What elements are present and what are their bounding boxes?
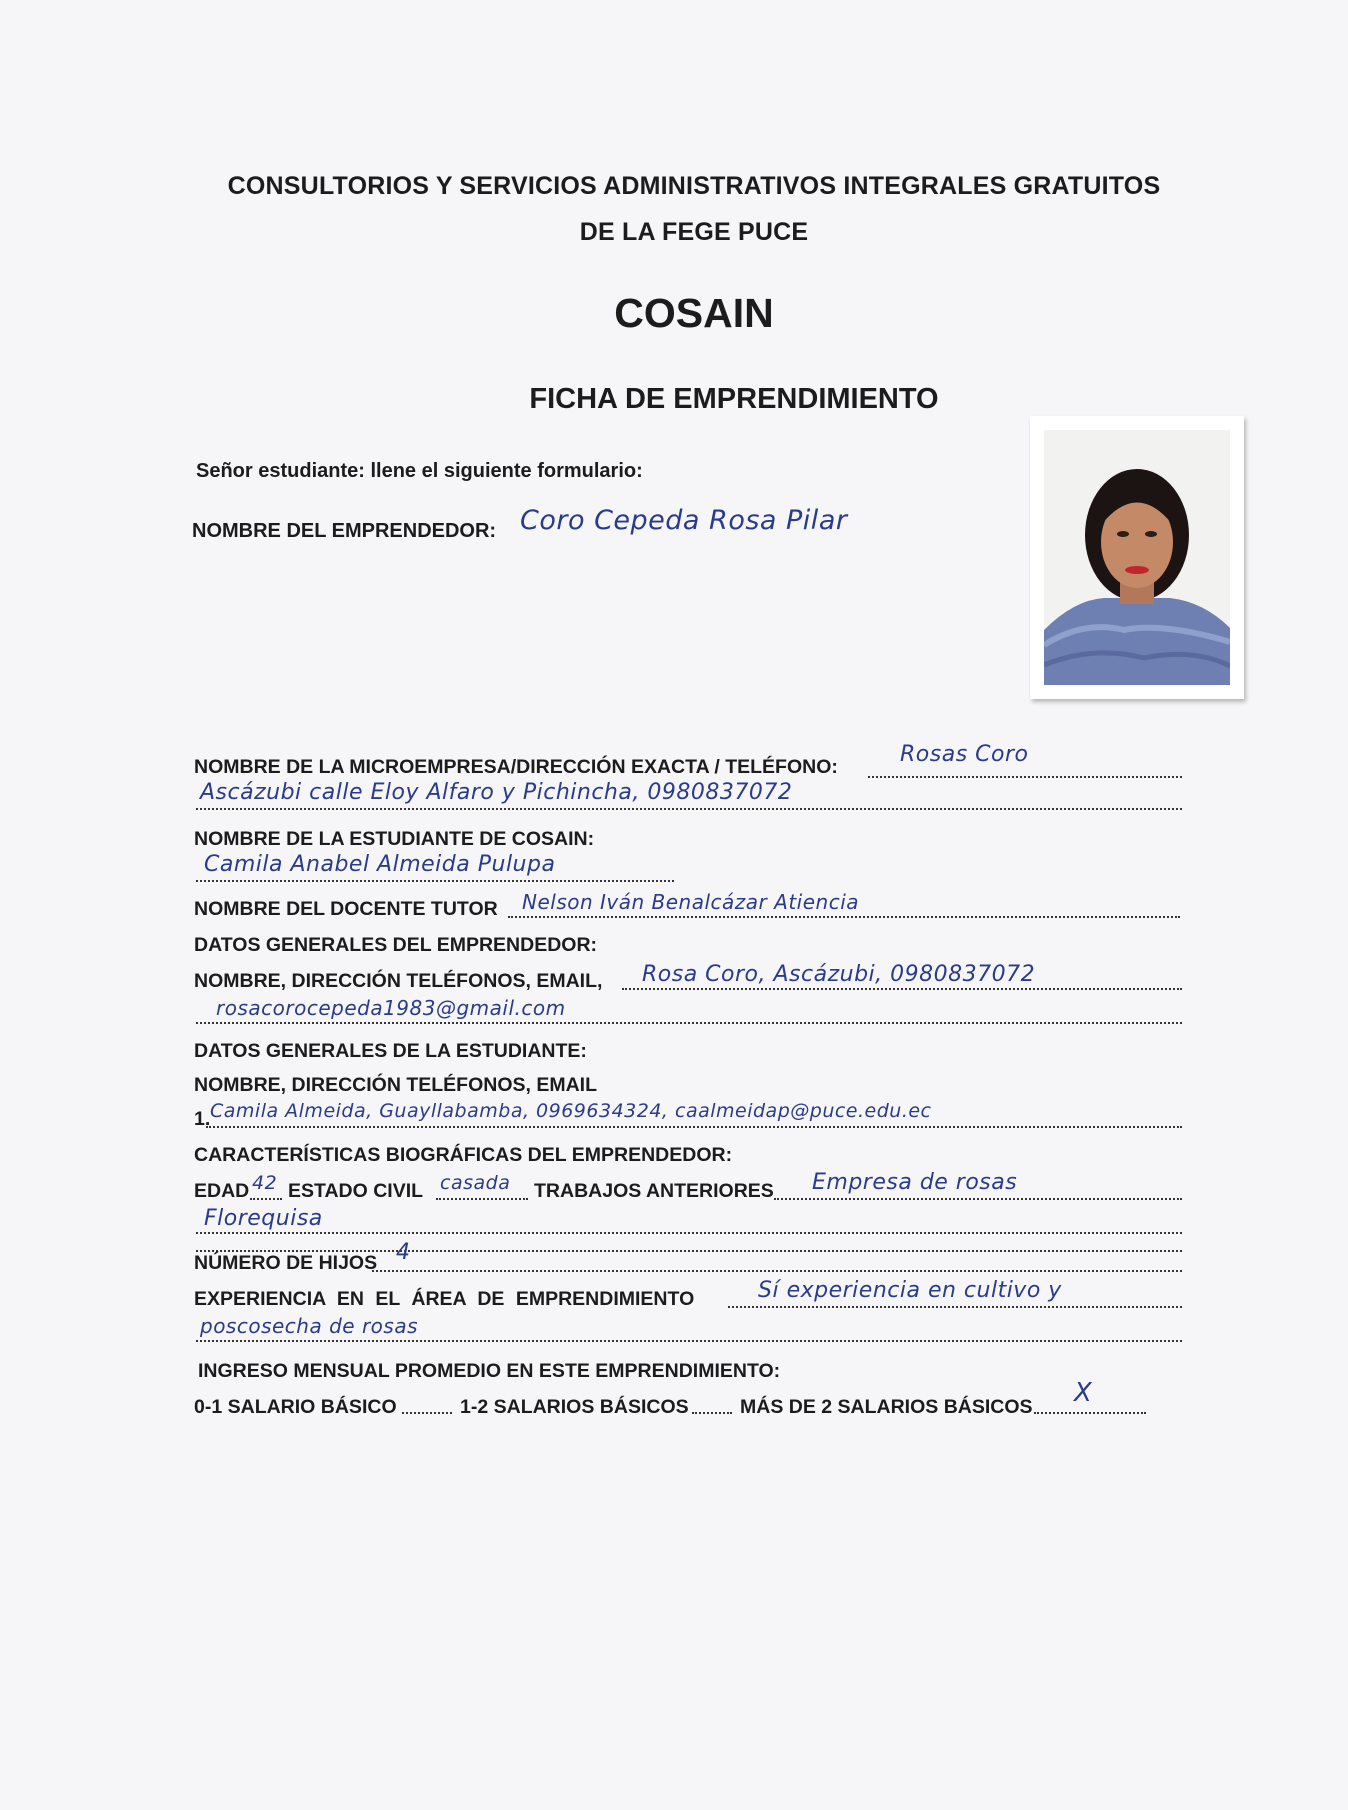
income-option-1-2[interactable]: 1-2 SALARIOS BÁSICOS <box>460 1396 689 1418</box>
portrait-image <box>1044 430 1230 685</box>
microenterprise-label: NOMBRE DE LA MICROEMPRESA/DIRECCIÓN EXACTA / TELÉFONO: <box>194 756 838 778</box>
entrepreneur-general-line1 <box>622 988 1182 990</box>
header-line1: CONSULTORIOS Y SERVICIOS ADMINISTRATIVOS INTEGRALES GRATUITOS <box>227 172 1161 200</box>
children-label: NÚMERO DE HIJOS <box>194 1252 378 1274</box>
instructions-text: Señor estudiante: llene el siguiente formulario: <box>196 460 643 482</box>
microenterprise-line1 <box>868 776 1182 778</box>
student-general-heading: DATOS GENERALES DE LA ESTUDIANTE: <box>194 1040 587 1062</box>
entrepreneur-photo <box>1030 416 1244 699</box>
entrepreneur-name-label: NOMBRE DEL EMPRENDEDOR: <box>192 520 497 542</box>
student-general-value[interactable]: Camila Almeida, Guayllabamba, 0969634324, caalmeidap@puce.edu.ec <box>210 1100 932 1122</box>
tutor-label: NOMBRE DEL DOCENTE TUTOR <box>194 898 498 920</box>
microenterprise-value2[interactable]: Ascázubi calle Eloy Alfaro y Pichincha, 0980837072 <box>200 780 793 805</box>
income-option-0-1-line <box>402 1412 452 1414</box>
age-label: EDAD <box>194 1180 250 1202</box>
student-general-line <box>206 1126 1182 1128</box>
microenterprise-line2 <box>196 808 1182 810</box>
experience-value1[interactable]: Sí experiencia en cultivo y <box>758 1278 1062 1303</box>
entrepreneur-general-heading: DATOS GENERALES DEL EMPRENDEDOR: <box>194 934 598 956</box>
microenterprise-value1[interactable]: Rosas Coro <box>900 742 1029 767</box>
children-value[interactable]: 4 <box>396 1240 411 1265</box>
tutor-value[interactable]: Nelson Iván Benalcázar Atiencia <box>522 890 860 914</box>
civil-status-label: ESTADO CIVIL <box>288 1180 424 1202</box>
previous-jobs-line2 <box>196 1232 1182 1234</box>
income-heading: INGRESO MENSUAL PROMEDIO EN ESTE EMPRENDIMIENTO: <box>198 1360 781 1382</box>
entrepreneur-general-label: NOMBRE, DIRECCIÓN TELÉFONOS, EMAIL, <box>194 970 603 992</box>
entrepreneur-general-value2[interactable]: rosacorocepeda1983@gmail.com <box>216 996 566 1020</box>
income-option-more-2[interactable]: MÁS DE 2 SALARIOS BÁSICOS <box>740 1396 1033 1418</box>
student-name-label: NOMBRE DE LA ESTUDIANTE DE COSAIN: <box>194 828 595 850</box>
tutor-line <box>508 916 1180 918</box>
student-general-prefix: 1. <box>194 1108 211 1130</box>
experience-line2 <box>196 1340 1182 1342</box>
form-title: FICHA DE EMPRENDIMIENTO <box>529 383 939 415</box>
entrepreneur-general-line2 <box>196 1022 1182 1024</box>
student-name-value[interactable]: Camila Anabel Almeida Pulupa <box>204 852 556 877</box>
header-line2: DE LA FEGE PUCE <box>579 218 809 246</box>
acronym-title: COSAIN <box>614 290 774 336</box>
age-value[interactable]: 42 <box>252 1172 278 1194</box>
civil-status-line <box>436 1198 528 1200</box>
previous-jobs-line1 <box>774 1198 1182 1200</box>
entrepreneur-general-value1[interactable]: Rosa Coro, Ascázubi, 0980837072 <box>642 962 1036 987</box>
student-general-label: NOMBRE, DIRECCIÓN TELÉFONOS, EMAIL <box>194 1074 598 1096</box>
income-option-more-2-line <box>1034 1412 1146 1414</box>
income-option-0-1[interactable]: 0-1 SALARIO BÁSICO <box>194 1396 397 1418</box>
experience-label: EXPERIENCIA EN EL ÁREA DE EMPRENDIMIENTO <box>194 1288 695 1310</box>
entrepreneur-name-value[interactable]: Coro Cepeda Rosa Pilar <box>520 505 848 536</box>
income-selected-mark[interactable]: X <box>1074 1378 1093 1408</box>
experience-value2[interactable]: poscosecha de rosas <box>200 1314 419 1338</box>
student-name-line <box>196 880 674 882</box>
age-line <box>250 1198 282 1200</box>
experience-line1 <box>728 1306 1182 1308</box>
biographic-heading: CARACTERÍSTICAS BIOGRÁFICAS DEL EMPRENDEDOR: <box>194 1144 733 1166</box>
civil-status-value[interactable]: casada <box>440 1172 511 1194</box>
income-option-1-2-line <box>692 1412 732 1414</box>
children-line <box>372 1270 1182 1272</box>
previous-jobs-label: TRABAJOS ANTERIORES <box>534 1180 774 1202</box>
previous-jobs-value1[interactable]: Empresa de rosas <box>812 1170 1018 1195</box>
previous-jobs-value2[interactable]: Florequisa <box>204 1206 323 1231</box>
